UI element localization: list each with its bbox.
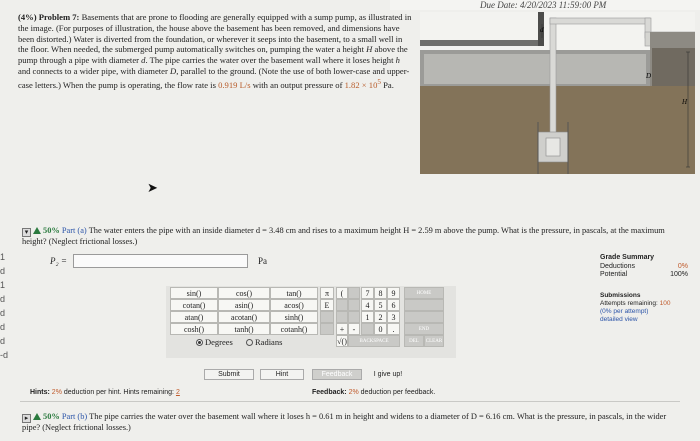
answer-label: P₂ = xyxy=(50,256,67,266)
hints-label: Hints: xyxy=(30,389,50,396)
submissions-title: Submissions xyxy=(600,292,641,299)
feedback-label: Feedback: xyxy=(312,389,347,396)
symbol-H: H xyxy=(366,44,373,55)
part-a-text: The water enters the pipe with an inside diameter d = 3.48 cm and rises to a maximum height H = 2.59 m above the pump. What is the pressure, in pascals, at the maximum height? (Neglect frictional losses.) xyxy=(22,226,665,246)
divider xyxy=(20,401,680,402)
key-open-paren[interactable]: ( xyxy=(336,287,348,299)
symbol-d: d xyxy=(141,55,146,66)
key-8[interactable]: 8 xyxy=(374,287,387,299)
key-backspace[interactable]: BACKSPACE xyxy=(348,335,400,347)
hints-pct: 2% xyxy=(51,389,62,396)
key-blank[interactable] xyxy=(320,311,334,323)
hint-button[interactable]: Hint xyxy=(260,369,304,380)
key-atan[interactable]: atan() xyxy=(170,311,218,323)
key-left-arrow[interactable] xyxy=(404,311,444,323)
margin-mark: d xyxy=(0,266,6,276)
key-dot[interactable]: . xyxy=(387,323,400,335)
collapse-icon[interactable]: ▾ xyxy=(22,228,31,237)
problem-text: , parallel to the ground. (Note the use of both lower-case and upper-case letters.) When the pump is operating, the flow rate is xyxy=(18,65,410,90)
label-D: D xyxy=(646,72,652,80)
key-e[interactable]: E xyxy=(320,299,334,311)
left-margin xyxy=(0,250,10,430)
give-up-button[interactable]: I give up! xyxy=(373,371,403,378)
submit-button[interactable]: Submit xyxy=(204,369,254,380)
part-a-percent: 50% xyxy=(43,226,60,235)
key-cos[interactable]: cos() xyxy=(218,287,270,299)
problem-text: . The pipe carries the water over the basement wall where it loses height xyxy=(145,55,394,66)
pressure-mantissa: 1.82 × 10 xyxy=(344,79,378,90)
answer-input[interactable] xyxy=(73,254,248,268)
margin-mark: 1 xyxy=(0,280,6,290)
symbol-D: D xyxy=(170,65,177,76)
key-4[interactable]: 4 xyxy=(361,299,374,311)
sump-pump-illustration xyxy=(420,12,695,174)
key-times[interactable] xyxy=(348,311,360,323)
hints-info xyxy=(30,389,180,396)
pressure-exponent: 5 xyxy=(377,77,381,86)
key-cotan[interactable]: cotan() xyxy=(170,299,218,311)
calculator-keypad xyxy=(166,286,456,358)
per-attempt: (0% per attempt) xyxy=(600,308,649,315)
key-acotan[interactable]: acotan() xyxy=(218,311,270,323)
key-sqrt[interactable]: √() xyxy=(337,337,347,346)
problem-text: with an output pressure of xyxy=(252,79,343,90)
key-plus[interactable]: + xyxy=(336,323,348,335)
flow-rate-value: 0.919 L/s xyxy=(218,79,251,90)
part-b-text: The pipe carries the water over the basement wall where it loses h = 0.61 m in height and widens to a diameter of D = 6.16 cm. What is the pressure, in pascals, in the wider pipe? (Neglect frictional losses.) xyxy=(22,412,667,432)
margin-mark: d xyxy=(0,322,6,332)
key-5[interactable]: 5 xyxy=(374,299,387,311)
feedback-text: deduction per feedback. xyxy=(360,389,436,396)
grade-summary-title: Grade Summary xyxy=(600,254,655,261)
key-right-arrow[interactable] xyxy=(404,299,444,311)
potential-value: 100% xyxy=(670,271,688,278)
hints-text: deduction per hint. Hints remaining: xyxy=(63,389,174,396)
warning-icon xyxy=(33,227,41,234)
part-a-question xyxy=(22,226,682,248)
problem-text: Basements that are prone to flooding are generally equipped with a sump pump, as illustrated in the image. (For purposes of illustration, the house above the basement has been removed, and dimensions have been distorted.) Water is diverted from the foundation, or wherever it seeps into the basement, to a small well in the floor. When needed, the submerged pump automatically switches on, pumping the water a height xyxy=(18,12,412,55)
key-acos[interactable]: acos() xyxy=(270,299,318,311)
warning-icon xyxy=(33,413,41,420)
key-divide[interactable] xyxy=(336,311,348,323)
key-minus[interactable]: - xyxy=(348,323,360,335)
key-2[interactable]: 2 xyxy=(374,311,387,323)
answer-row xyxy=(50,254,267,268)
pressure-value xyxy=(344,77,381,90)
margin-mark: d xyxy=(0,294,6,304)
part-b-label: Part (b) xyxy=(61,412,88,421)
key-0[interactable]: 0 xyxy=(374,323,387,335)
key-blank[interactable] xyxy=(320,323,334,335)
attempts-value: 100 xyxy=(659,300,671,307)
pressure-unit: Pa. xyxy=(383,79,394,90)
margin-mark: -d xyxy=(0,350,9,360)
part-b-percent: 50% xyxy=(43,412,60,421)
feedback-pct: 2% xyxy=(348,389,359,396)
problem-text: and connects to a wider pipe, with diameter xyxy=(18,65,168,76)
degrees-label: Degrees xyxy=(205,337,233,347)
key-end[interactable]: END xyxy=(404,323,444,335)
feedback-button[interactable]: Feedback xyxy=(312,369,362,380)
margin-mark: d xyxy=(0,308,6,318)
key-9[interactable]: 9 xyxy=(387,287,400,299)
key-3[interactable]: 3 xyxy=(387,311,400,323)
gravel-texture xyxy=(420,50,650,86)
degrees-option[interactable] xyxy=(196,337,233,347)
symbol-h: h xyxy=(395,55,400,66)
key-cosh[interactable]: cosh() xyxy=(170,323,218,335)
deductions-value: 0% xyxy=(677,262,688,270)
part-b-question xyxy=(22,412,682,434)
radians-radio[interactable] xyxy=(246,339,253,346)
problem-text: above the pump through a pipe with diameter xyxy=(18,44,408,66)
label-d: d xyxy=(540,26,544,34)
key-6[interactable]: 6 xyxy=(387,299,400,311)
degrees-radio[interactable] xyxy=(196,339,203,346)
label-H: H xyxy=(682,98,688,106)
feedback-info xyxy=(312,389,435,396)
expand-icon[interactable]: ▸ xyxy=(22,414,31,423)
key-tan[interactable]: tan() xyxy=(270,287,318,299)
key-sinh[interactable]: sinh() xyxy=(270,311,318,323)
part-a-label: Part (a) xyxy=(61,226,87,235)
key-blank[interactable] xyxy=(361,323,374,335)
key-home[interactable]: HOME xyxy=(404,287,444,299)
attempts-label: Attempts remaining: xyxy=(600,300,658,307)
submissions-panel xyxy=(600,292,690,324)
key-clear[interactable]: CLEAR xyxy=(424,335,444,347)
key-cotanh[interactable]: cotanh() xyxy=(270,323,318,335)
radians-option[interactable] xyxy=(246,337,282,347)
key-sin[interactable]: sin() xyxy=(170,287,218,299)
grade-summary xyxy=(600,254,688,280)
key-1[interactable]: 1 xyxy=(361,311,374,323)
key-tanh[interactable]: tanh() xyxy=(218,323,270,335)
margin-mark: 1 xyxy=(0,252,6,262)
key-pi[interactable]: π xyxy=(320,287,334,299)
deductions-label: Deductions xyxy=(600,262,636,270)
key-arrow-up[interactable] xyxy=(336,299,348,311)
key-7[interactable]: 7 xyxy=(361,287,374,299)
due-date-strip xyxy=(390,0,700,10)
problem-statement xyxy=(18,12,413,90)
margin-mark: d xyxy=(0,336,6,346)
key-close-paren[interactable] xyxy=(348,287,360,299)
key-del[interactable]: DEL xyxy=(404,335,424,347)
potential-label: Potential xyxy=(600,271,628,278)
key-asin[interactable]: asin() xyxy=(218,299,270,311)
hints-remaining: 2 xyxy=(175,389,180,396)
mouse-cursor-icon: ➤ xyxy=(147,181,158,196)
problem-header: (4%) Problem 7: xyxy=(18,12,80,22)
key-caret[interactable] xyxy=(348,299,360,311)
due-date: Due Date: 4/20/2023 11:59:00 PM xyxy=(480,0,607,10)
radians-label: Radians xyxy=(255,337,283,347)
detailed-view-link[interactable]: detailed view xyxy=(600,316,638,323)
answer-unit: Pa xyxy=(257,256,267,266)
